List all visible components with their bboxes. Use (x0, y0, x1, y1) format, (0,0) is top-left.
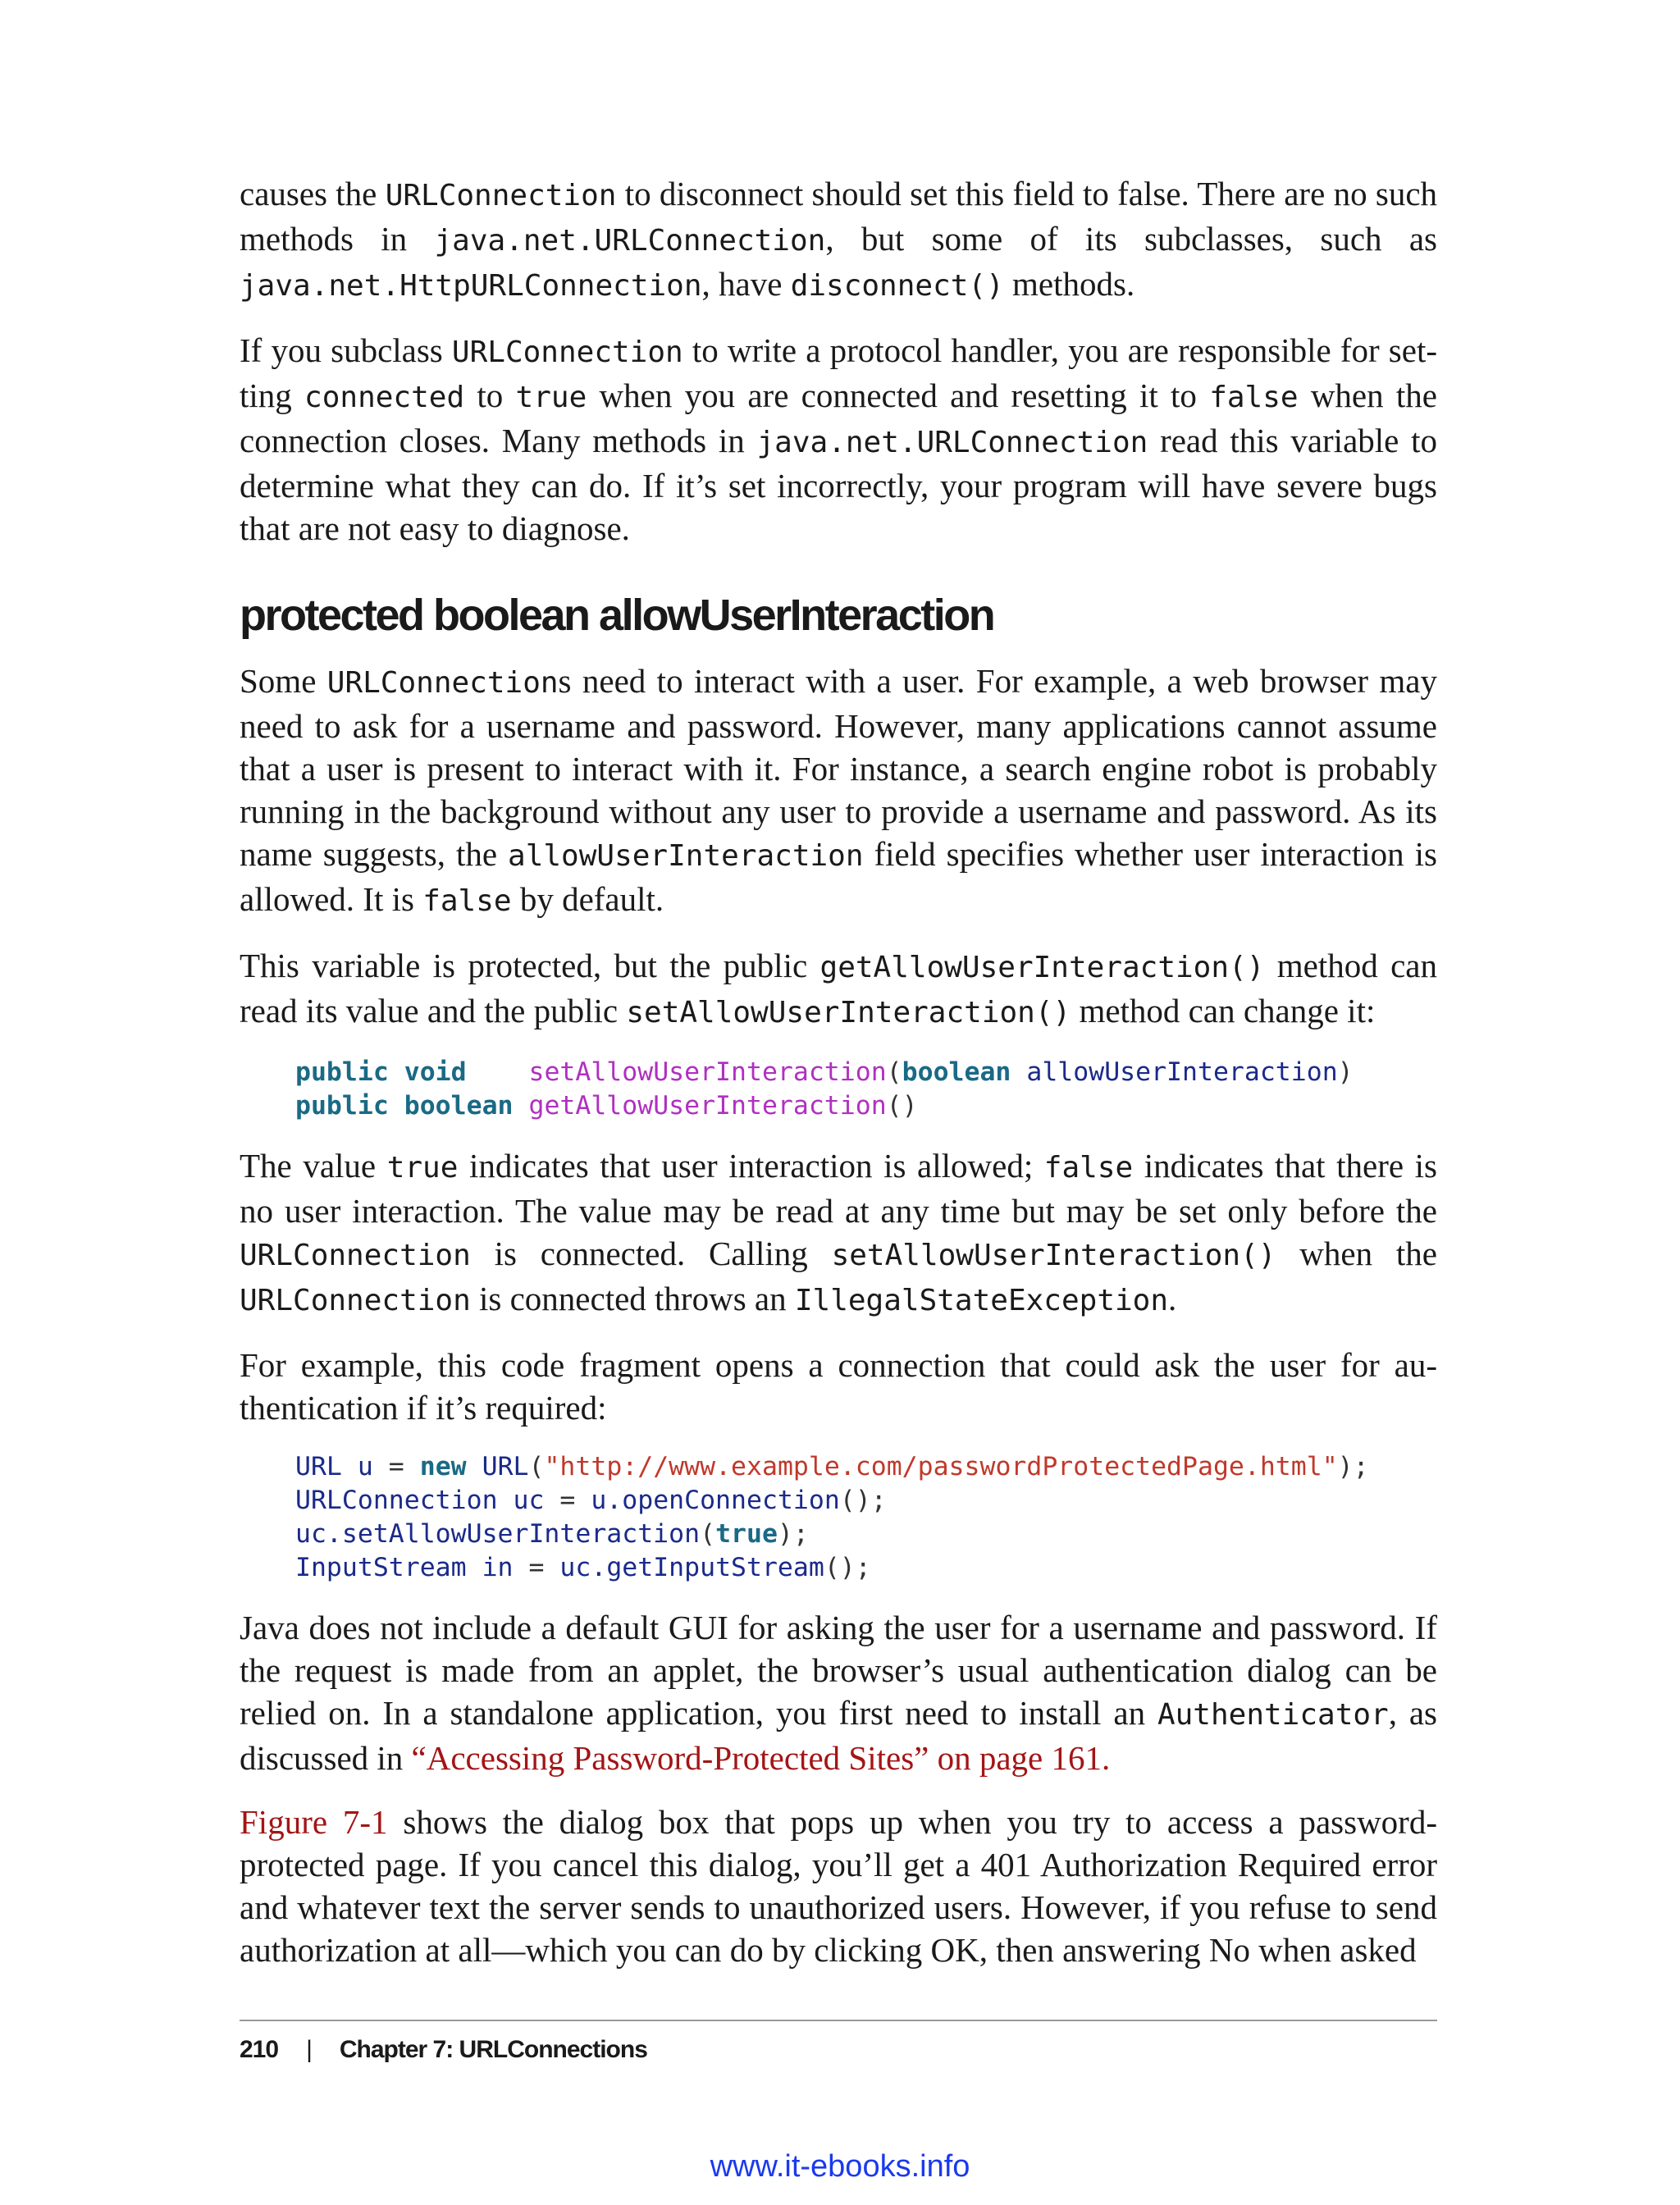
chapter-title: Chapter 7: URLConnections (339, 2036, 647, 2063)
code-block-signatures: public void setAllowUserInteraction(boolean allowUserInteraction) public boolean getAllowUserInteraction() (295, 1057, 1354, 1121)
paragraph-example-intro: For example, this code fragment opens a connection that could ask the user for au-thentication if it’s required: (240, 1346, 1437, 1427)
paragraph-protected-variable: This variable is protected, but the public getAllowUserInteraction() method can read its value and the public setAllowUserInteraction() method can change it: (240, 947, 1437, 1029)
paragraph-value-meaning: The value true indicates that user interaction is allowed; false indicates that there is no user interaction. The value may be read at any time but may be set only before the URLConnection is connected. Calling setAllowUserInteraction() when the URLConnection is connected throws an IllegalStateException. (240, 1147, 1437, 1317)
paragraph-disconnect: causes the URLConnection to disconnect should set this field to false. There are no such methods in java.net.URLConnection, but some of its subclasses, such as java.net.HttpURLConnection, have disconnect() methods. (240, 175, 1438, 303)
page-number: 210 (240, 2036, 279, 2063)
section-heading: protected boolean allowUserInteraction (240, 591, 994, 640)
page-footer (240, 2020, 1437, 2064)
page-content (240, 172, 1437, 1993)
paragraph-subclass: If you subclass URLConnection to write a protocol handler, you are responsible for set-ting connected to true when you are connected and resetting it to false when the connection closes. Many methods in java.net.URLConnection read this variable to determine what they can do. If it’s set incorrectly, your program will have severe bugs that are not easy to diagnose. (240, 331, 1437, 547)
paragraph-user-interaction: Some URLConnections need to interact with a user. For example, a web browser may need to ask for a username and password. However, many applications cannot assume that a user is present to interact with it. For instance, a search engine robot is probably running in the background without any user to provide a username and password. As its name suggests, the allowUserInteraction field specifies whether user interaction is allowed. It is false by default. (240, 662, 1437, 918)
watermark-link[interactable]: www.it-ebooks.info (710, 2149, 970, 2184)
footer-separator: | (306, 2036, 312, 2063)
link-accessing-password-protected-sites[interactable]: “Accessing Password-Protected Sites” on page 161. (411, 1739, 1111, 1777)
paragraph-figure-reference: Figure 7-1 shows the dialog box that pops up when you try to access a password-protected page. If you cancel this dialog, you’ll get a 401 Authorization Required error and whatever text the server sends to unauthorized users. However, if you refuse to send authorization at all—which you can do by clicking OK, then answering No when asked (240, 1803, 1437, 1969)
code-block-example: URL u = new URL("http://www.example.com/passwordProtectedPage.html"); URLConnection uc = u.openConnection(); uc.setAllowUserInteraction(true); InputStream in = uc.getInputStream(); (295, 1452, 1369, 1582)
link-figure-7-1[interactable]: Figure 7-1 (240, 1803, 388, 1841)
paragraph-authenticator: Java does not include a default GUI for asking the user for a username and password. If the request is made from an applet, the browser’s usual authentication dialog can be relied on. In a standalone application, you first need to install an Authenticator, as discussed in “Accessing Password-Protected Sites” on page 161. (240, 1609, 1437, 1777)
